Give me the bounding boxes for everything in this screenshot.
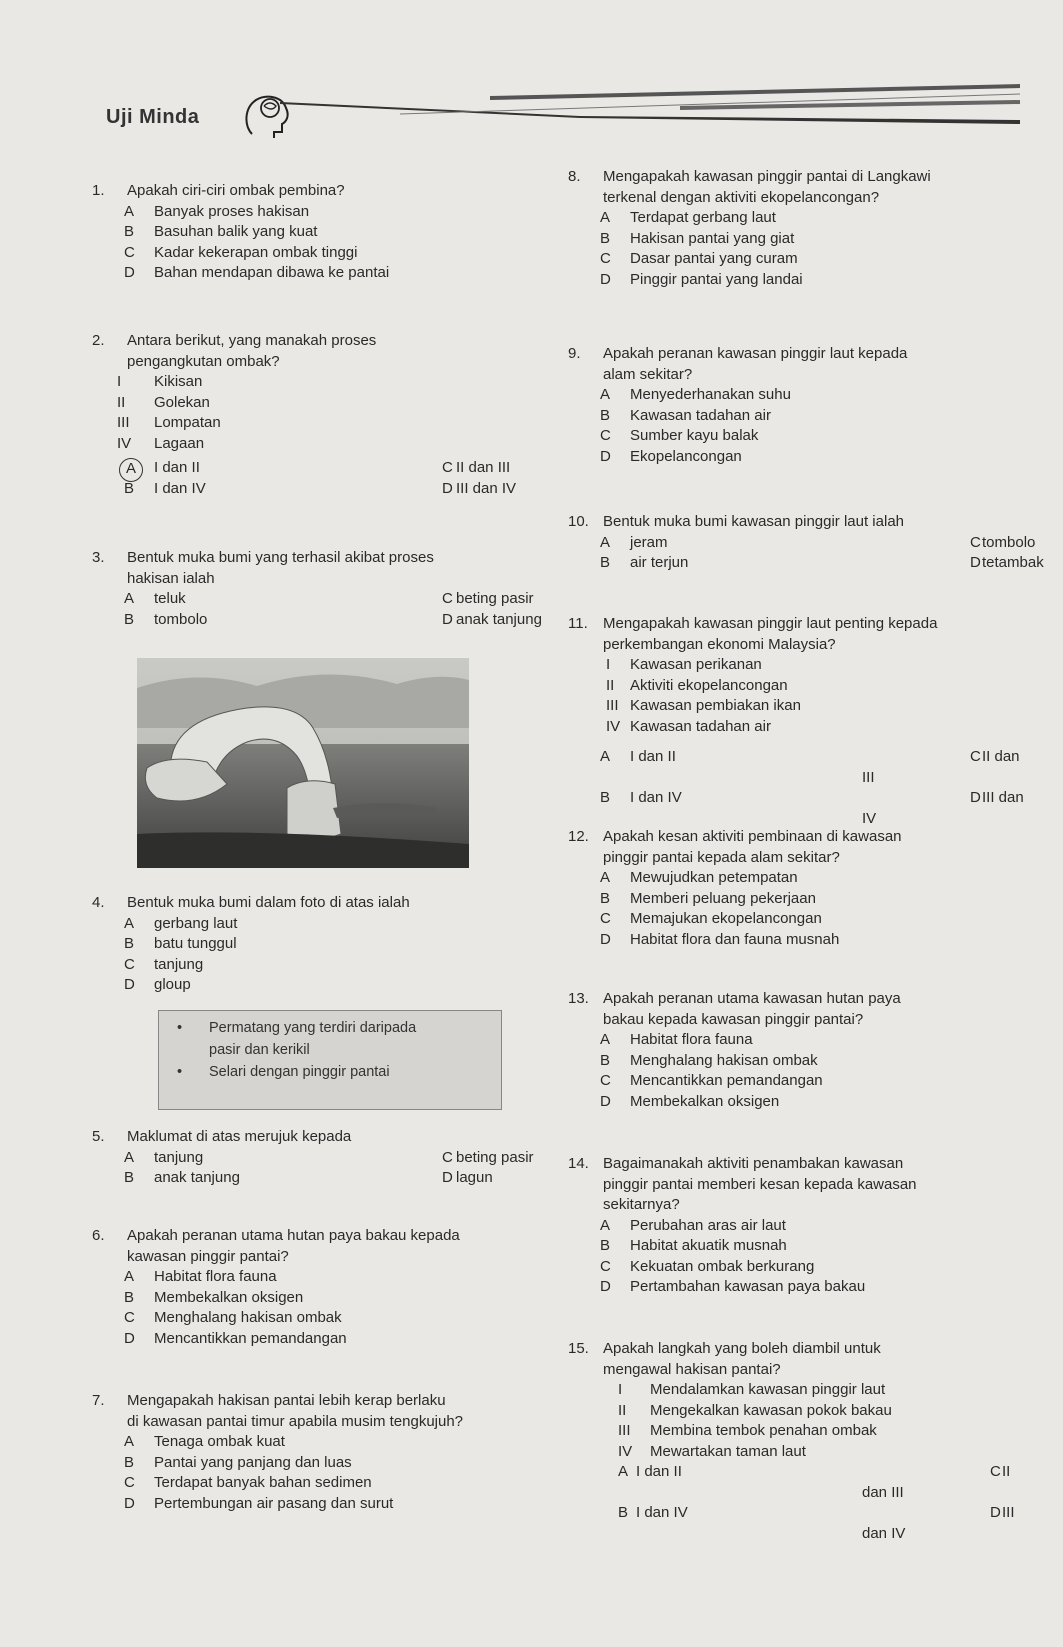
question-stem-line-1: Apakah peranan utama kawasan hutan paya (603, 990, 901, 1007)
option-d[interactable]: D Membekalkan oksigen (600, 1092, 780, 1110)
question-number: 11. (568, 615, 588, 632)
question-stem-line-1: Bagaimanakah aktiviti penambakan kawasan (603, 1155, 904, 1172)
question-number: 4. (92, 894, 105, 911)
option-a[interactable]: A I dan II (600, 748, 676, 765)
option-b[interactable]: B I dan IV (124, 479, 206, 497)
statement-iv: IV Kawasan tadahan air (606, 717, 771, 735)
option-d[interactable]: D Mencantikkan pemandangan (124, 1329, 347, 1347)
option-c[interactable]: C Menghalang hakisan ombak (124, 1309, 342, 1326)
question-stem-line-2: pinggir pantai memberi kesan kepada kawasan (603, 1175, 917, 1193)
question-stem: Maklumat di atas merujuk kepada (127, 1128, 352, 1145)
option-b[interactable]: B batu tunggul (124, 935, 237, 952)
answer-row-2 (92, 610, 556, 631)
question-stem-line-1: Mengapakah hakisan pantai lebih kerap berlaku (127, 1392, 446, 1409)
statement-iv: IV Mewartakan taman laut (618, 1442, 806, 1460)
option-c[interactable]: C II dan III (862, 1463, 1011, 1501)
question-stem-line-1: Mengapakah kawasan pinggir laut penting kepada (603, 615, 938, 632)
option-a[interactable]: A tanjung (124, 1148, 204, 1166)
statement-iii: III Membina tembok penahan ombak (618, 1422, 877, 1439)
question-number: 13. (568, 990, 589, 1007)
question-number: 3. (92, 549, 105, 566)
question-number: 6. (92, 1227, 105, 1244)
option-c[interactable]: C beting pasir (442, 590, 534, 607)
question-11 (568, 614, 1032, 829)
question-stem-line-1: Apakah langkah yang boleh diambil untuk (603, 1340, 881, 1357)
option-a[interactable]: A jeram (600, 533, 668, 551)
answer-row-1 (92, 589, 556, 610)
question-stem-line-2: bakau kepada kawasan pinggir pantai? (603, 1010, 864, 1028)
option-a[interactable]: A teluk (124, 590, 186, 607)
statement-iii: III Kawasan pembiakan ikan (606, 697, 801, 714)
option-b[interactable]: B Menghalang hakisan ombak (600, 1051, 818, 1069)
option-d[interactable]: D Habitat flora dan fauna musnah (600, 930, 840, 948)
question-stem-line-2: hakisan ialah (127, 569, 215, 587)
option-b[interactable]: B Memberi peluang pekerjaan (600, 889, 816, 907)
info-line-2: pasir dan kerikil (209, 1042, 310, 1058)
option-a[interactable]: A I dan II (618, 1463, 682, 1480)
question-number: 9. (568, 345, 581, 362)
option-a[interactable]: A Perubahan aras air laut (600, 1216, 786, 1234)
option-c[interactable]: C Dasar pantai yang curam (600, 250, 798, 267)
question-stem-line-2: alam sekitar? (603, 365, 693, 383)
option-d[interactable]: D III dan IV (862, 789, 1024, 827)
option-c[interactable]: C Sumber kayu balak (600, 427, 759, 444)
question-9 (568, 344, 907, 467)
question-13 (568, 989, 901, 1112)
option-a[interactable]: A Mewujudkan petempatan (600, 869, 798, 886)
question-stem-line-1: Bentuk muka bumi yang terhasil akibat proses (127, 549, 434, 566)
option-b[interactable]: B air terjun (600, 554, 689, 571)
option-c[interactable]: C Mencantikkan pemandangan (600, 1072, 823, 1089)
question-12 (568, 827, 902, 950)
question-stem-line-2: pengangkutan ombak? (127, 352, 280, 370)
option-d[interactable]: D lagun (442, 1169, 493, 1186)
section-title: Uji Minda (106, 106, 200, 128)
answer-row-2 (92, 1168, 556, 1189)
question-number: 2. (92, 332, 105, 349)
question-number: 5. (92, 1128, 105, 1145)
statement-iii: III Lompatan (117, 414, 221, 431)
answer-row-1 (568, 1462, 1032, 1503)
question-number: 12. (568, 828, 589, 845)
option-a[interactable]: A Tenaga ombak kuat (124, 1433, 285, 1450)
answer-row-1 (568, 747, 1032, 788)
question-10 (568, 512, 1044, 574)
question-3 (92, 548, 556, 630)
answer-row-2 (568, 553, 1044, 574)
option-c[interactable]: C beting pasir (442, 1148, 534, 1166)
question-number: 1. (92, 182, 105, 199)
option-d[interactable]: D anak tanjung (442, 610, 542, 628)
question-7 (92, 1391, 463, 1514)
question-stem-line-2: mengawal hakisan pantai? (603, 1360, 781, 1378)
option-d[interactable]: D tetambak (970, 554, 1044, 571)
option-b[interactable]: B Membekalkan oksigen (124, 1288, 304, 1306)
option-c[interactable]: C II dan III (862, 748, 1020, 786)
option-a[interactable]: A Menyederhanakan suhu (600, 386, 791, 403)
answer-row-2 (568, 1503, 1032, 1544)
option-b[interactable]: B I dan IV (600, 789, 682, 806)
option-c[interactable]: C tanjung (124, 955, 204, 973)
option-c[interactable]: C Kadar kekerapan ombak tinggi (124, 243, 358, 261)
question-stem-line-1: Apakah peranan utama hutan paya bakau kepada (127, 1227, 460, 1244)
question-number: 7. (92, 1392, 105, 1409)
statement-i: I Kikisan (117, 373, 203, 390)
question-4 (92, 893, 410, 996)
question-6 (92, 1226, 460, 1349)
option-b[interactable]: B tombolo (124, 610, 208, 628)
info-box (158, 1010, 502, 1110)
statement-ii: II Golekan (117, 393, 210, 411)
option-d[interactable]: D III dan IV (862, 1504, 1015, 1542)
statement-ii: II Aktiviti ekopelancongan (606, 676, 788, 694)
option-d[interactable]: D gloup (124, 976, 191, 993)
question-stem-line-1: Antara berikut, yang manakah proses (127, 332, 377, 349)
section-header (88, 80, 1028, 150)
info-line-3: • Selari dengan pinggir pantai (177, 1064, 390, 1080)
question-stem-line-2: terkenal dengan aktiviti ekopelancongan? (603, 188, 880, 206)
option-b[interactable]: B Pantai yang panjang dan luas (124, 1453, 352, 1471)
question-number: 8. (568, 168, 581, 185)
question-stem-line-1: Mengapakah kawasan pinggir pantai di Langkawi (603, 168, 931, 185)
question-stem-line-1: Apakah kesan aktiviti pembinaan di kawasan (603, 828, 902, 845)
option-b[interactable]: B Hakisan pantai yang giat (600, 229, 795, 247)
question-stem-line-2: pinggir pantai kepada alam sekitar? (603, 848, 840, 866)
question-stem-line-2: kawasan pinggir pantai? (127, 1247, 289, 1265)
option-b[interactable]: B Basuhan balik yang kuat (124, 223, 318, 240)
answer-row-1 (92, 458, 556, 479)
option-d[interactable]: D Pertembungan air pasang dan surut (124, 1494, 394, 1512)
answer-row-1 (92, 1148, 556, 1169)
option-b[interactable]: B Habitat akuatik musnah (600, 1237, 787, 1254)
question-number: 10. (568, 513, 589, 530)
option-a[interactable]: A Habitat flora fauna (124, 1268, 277, 1285)
answer-row-2 (92, 479, 556, 500)
question-8 (568, 167, 931, 290)
option-a[interactable]: A Terdapat gerbang laut (600, 209, 776, 226)
info-line-1: • Permatang yang terdiri daripada (177, 1020, 417, 1036)
option-c[interactable]: C Kekuatan ombak berkurang (600, 1257, 815, 1275)
header-rule (280, 80, 1030, 150)
option-b[interactable]: B I dan IV (618, 1504, 688, 1521)
option-a[interactable]: A Habitat flora fauna (600, 1031, 753, 1048)
answer-row-2 (568, 788, 1032, 829)
question-2 (92, 331, 556, 499)
option-d[interactable]: D Ekopelancongan (600, 447, 742, 465)
question-stem: Apakah ciri-ciri ombak pembina? (127, 182, 345, 199)
question-14 (568, 1154, 917, 1298)
option-c[interactable]: C tombolo (970, 533, 1036, 551)
question-stem-line-1: Apakah peranan kawasan pinggir laut kepada (603, 345, 908, 362)
option-d[interactable]: D Bahan mendapan dibawa ke pantai (124, 264, 390, 281)
answer-row-1 (568, 533, 1036, 554)
question-stem-line-3: sekitarnya? (603, 1196, 680, 1213)
question-stem-line-2: di kawasan pantai timur apabila musim tengkujuh? (127, 1412, 464, 1430)
question-15 (568, 1339, 1032, 1544)
option-c[interactable]: C Terdapat banyak bahan sedimen (124, 1474, 372, 1491)
option-b[interactable]: B Kawasan tadahan air (600, 406, 771, 424)
option-d[interactable]: D Pinggir pantai yang landai (600, 270, 803, 288)
question-1 (92, 181, 389, 284)
option-c[interactable]: C Memajukan ekopelancongan (600, 910, 822, 927)
option-a[interactable]: A Banyak proses hakisan (124, 202, 310, 220)
sea-arch-photo (137, 658, 469, 868)
option-d[interactable]: D III dan IV (442, 479, 517, 497)
statement-i: I Kawasan perikanan (606, 656, 762, 673)
option-c[interactable]: C II dan III (442, 459, 511, 476)
statement-ii: II Mengekalkan kawasan pokok bakau (618, 1401, 892, 1419)
question-number: 14. (568, 1155, 589, 1172)
question-number: 15. (568, 1340, 589, 1357)
option-d[interactable]: D Pertambahan kawasan paya bakau (600, 1278, 866, 1295)
question-stem: Bentuk muka bumi dalam foto di atas ialah (127, 894, 410, 911)
statement-i: I Mendalamkan kawasan pinggir laut (618, 1381, 886, 1398)
option-a[interactable]: A gerbang laut (124, 914, 238, 932)
question-5 (92, 1127, 556, 1189)
option-b[interactable]: B anak tanjung (124, 1169, 240, 1186)
option-a[interactable]: A I dan II (92, 458, 324, 479)
question-stem: Bentuk muka bumi kawasan pinggir laut ialah (603, 513, 905, 530)
statement-iv: IV Lagaan (117, 434, 205, 452)
question-stem-line-2: perkembangan ekonomi Malaysia? (603, 635, 836, 653)
